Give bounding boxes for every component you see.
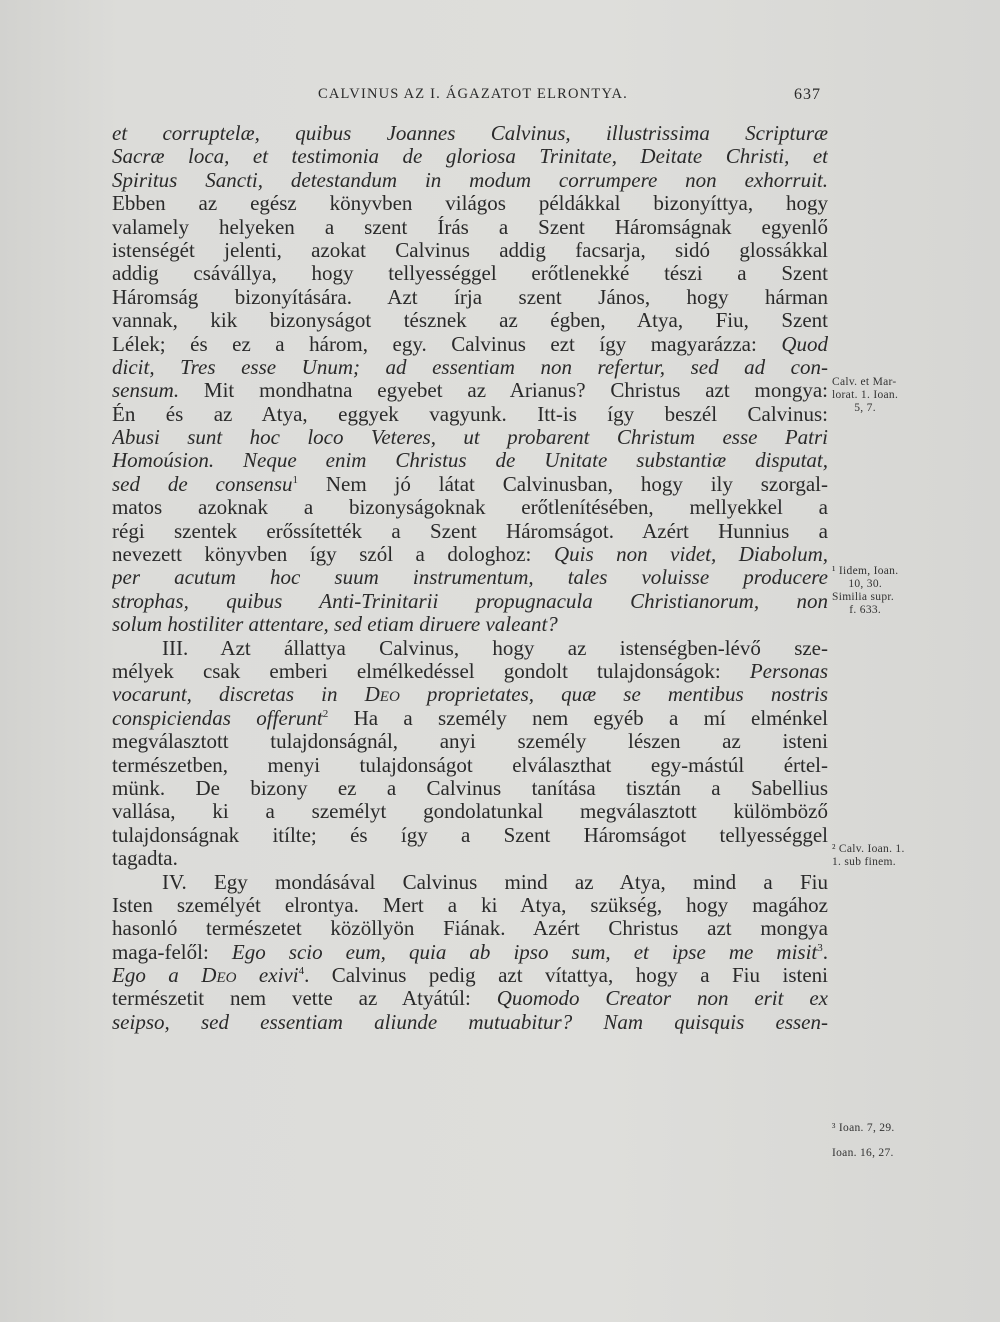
text-line: münk. De bizony ez a Calvinus tanítása tisztán a Sabellius xyxy=(112,776,828,800)
text-line: Ebben az egész könyvben világos példákkal bizonyíttya, hogy xyxy=(112,192,828,216)
text-line: dicit, Tres esse Unum; ad essentiam non refertur, sed ad con- xyxy=(112,355,828,379)
text-line: valamely helyeken a szent Írás a Szent Háromságnak egyenlő xyxy=(112,215,828,239)
text-line: conspiciendas offerunt$^2$ Ha a személy nem egyéb a mí elménkel xyxy=(112,706,828,730)
text-line: solum hostiliter attentare, sed etiam diruere valeant? xyxy=(112,613,558,637)
footnote-marker: 1 xyxy=(292,473,299,486)
text-line: vallása, ki a személyt gondolatunkal megválasztott külömböző xyxy=(112,800,828,824)
margin-note: ³ Ioan. 7, 29. Ioan. 16, 27. xyxy=(832,1122,895,1159)
text-line: nevezett könyvben így szól a dologhoz: Quis non videt, Diabolum, xyxy=(112,543,828,567)
text-line: természetben, menyi tulajdonságot elválaszthat egy-mástúl értel- xyxy=(112,753,828,777)
footnote-marker: 4 xyxy=(298,965,305,978)
text-line: maga-felől: Ego scio eum, quia ab ipso sum, et ipse me misit$^3$. xyxy=(112,940,828,964)
text-line: régi szentek erőssítették a Szent Háromságot. Azért Hunnius a xyxy=(112,519,828,543)
page-number: 637 xyxy=(794,86,821,103)
text-line: Lélek; és ez a három, egy. Calvinus ezt így magyarázza: Quod xyxy=(112,332,828,356)
text-line: Isten személyét elrontya. Mert a ki Atya, szükség, hogy magához xyxy=(112,893,828,917)
running-head xyxy=(0,86,1000,110)
margin-note: ¹ Iidem, Ioan. 10, 30. Similia supr. f. 633. xyxy=(832,565,899,616)
text-line: tulajdonságnak itílte; és így a Szent Háromságot tellyességgel xyxy=(112,823,828,847)
footnote-marker: 2 xyxy=(322,707,329,720)
text-line: strophas, quibus Anti-Trinitarii propugnacula Christianorum, non xyxy=(112,589,828,613)
text-line: sensum. Mit mondhatna egyebet az Arianus? Christus azt mongya: xyxy=(112,379,828,403)
text-line: természetit nem vette az Atyátúl: Quomodo Creator non erit ex xyxy=(112,987,828,1011)
text-line: addig csávállya, hogy tellyességgel erőtlenekké tészi a Szent xyxy=(112,262,828,286)
text-line: megválasztott tulajdonságnál, anyi személy lészen az isteni xyxy=(112,730,828,754)
text-line: Én és az Atya, eggyek vagyunk. Itt-is így beszél Calvinus: xyxy=(112,402,828,426)
body-text xyxy=(112,122,828,1034)
text-line: vannak, kik bizonyságot tésznek az égben, Atya, Fiu, Szent xyxy=(112,309,828,333)
margin-note: Calv. et Mar- lorat. 1. Ioan. 5, 7. xyxy=(832,376,899,414)
text-line: Spiritus Sancti, detestandum in modum corrumpere non exhorruit. xyxy=(112,168,828,192)
text-line: Abusi sunt hoc loco Veteres, ut probarent Christum esse Patri xyxy=(112,426,828,450)
text-line: tagadta. xyxy=(112,847,178,871)
text-line: IV. Egy mondásával Calvinus mind az Atya, mind a Fiu xyxy=(162,870,828,894)
text-line: III. Azt állattya Calvinus, hogy az istenségben-lévő sze- xyxy=(162,636,828,660)
text-line: vocarunt, discretas in Deo proprietates, quæ se mentibus nostris xyxy=(112,683,828,707)
text-line: istenségét jelenti, azokat Calvinus addig facsarja, sidó glossákkal xyxy=(112,238,828,262)
text-line: seipso, sed essentiam aliunde mutuabitur? Nam quisquis essen- xyxy=(112,1010,828,1034)
text-line: hasonló természetet közöllyön Fiának. Azért Christus azt mongya xyxy=(112,917,828,941)
text-line: Ego a Deo exivi$^4$. Calvinus pedig azt vítattya, hogy a Fiu isteni xyxy=(112,964,828,988)
text-line: matos azoknak a bizonyságoknak erőtlenítésében, mellyekkel a xyxy=(112,496,828,520)
running-title: CALVINUS AZ I. ÁGAZATOT ELRONTYA. xyxy=(318,86,629,102)
text-line: Háromság bizonyítására. Azt írja szent János, hogy hárman xyxy=(112,285,828,309)
text-line: sed de consensu$^1$ Nem jó látat Calvinusban, hogy ily szorgal- xyxy=(112,472,828,496)
text-line: Sacræ loca, et testimonia de gloriosa Trinitate, Deitate Christi, et xyxy=(112,145,828,169)
text-line: et corruptelæ, quibus Joannes Calvinus, illustrissima Scripturæ xyxy=(112,122,828,145)
text-line: per acutum hoc suum instrumentum, tales voluisse producere xyxy=(112,566,828,590)
text-line: Homoúsion. Neque enim Christus de Unitate substantiæ disputat, xyxy=(112,449,828,473)
footnote-marker: 3 xyxy=(817,941,823,954)
text-line: mélyek csak emberi elmélkedéssel gondolt tulajdonságok: Personas xyxy=(112,659,828,683)
margin-note: ² Calv. Ioan. 1. 1. sub finem. xyxy=(832,843,905,868)
